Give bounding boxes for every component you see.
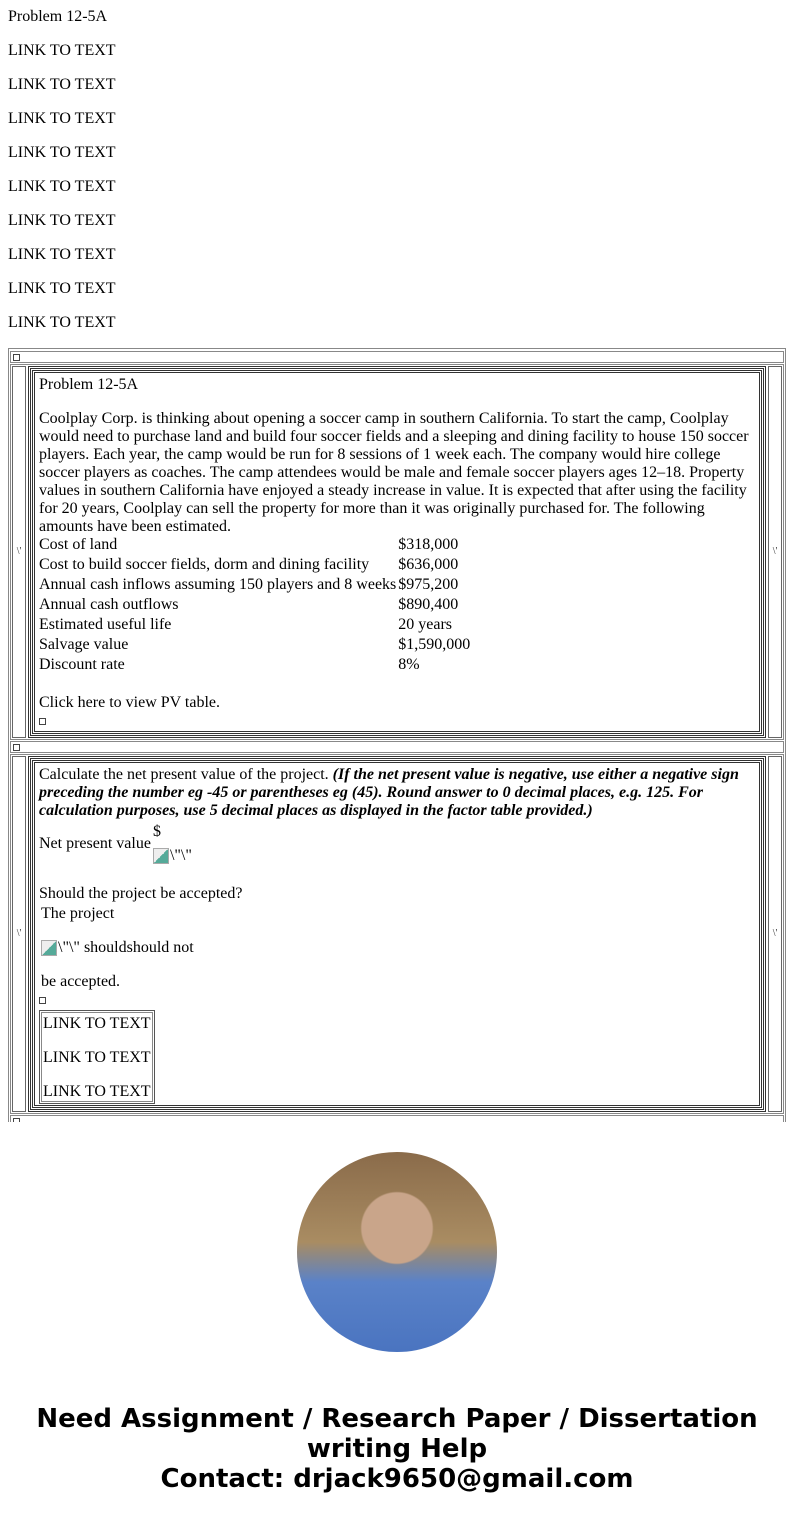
table-row [39, 596, 470, 614]
broken-image-text: \"\" [169, 847, 192, 864]
link-to-text[interactable]: LINK TO TEXT [8, 314, 116, 331]
problem-table [8, 348, 786, 1122]
item-value: $636,000 [398, 556, 459, 573]
item-value: $975,200 [398, 576, 459, 593]
item-label: Annual cash outflows [39, 596, 179, 613]
question-row [10, 754, 784, 1114]
table-row [39, 656, 470, 674]
npv-input[interactable] [153, 847, 192, 865]
collapse-icon[interactable] [39, 997, 46, 1004]
accept-question: Should the project be accepted? [39, 885, 243, 902]
table-row [39, 536, 470, 554]
item-label: Salvage value [39, 636, 129, 653]
question-instructions: (If the net present value is negative, use either a negative sign preceding the number eg -45 or parentheses eg (45). Round answer to 0 decimal places, e.g. 125. For calculation purposes, use 5 decimal places as displayed in the factor table provided.) [39, 766, 739, 819]
table-row [39, 556, 470, 574]
broken-image-icon [41, 940, 57, 956]
problem-heading: Problem 12-5A [39, 376, 139, 393]
item-label: Cost of land [39, 536, 118, 553]
npv-label: Net present value [39, 835, 151, 852]
amounts-table [37, 534, 472, 676]
broken-image-text: \"\" [58, 939, 80, 956]
table-row [39, 636, 470, 654]
problem-row [10, 364, 784, 740]
side-cell: \' [12, 366, 26, 738]
currency-symbol: $ [152, 823, 161, 840]
promo-footer [0, 1122, 794, 1494]
link-to-text[interactable]: LINK TO TEXT [8, 110, 116, 127]
avatar [297, 1152, 497, 1352]
promo-line-1: Need Assignment / Research Paper / Dissertation writing Help [36, 1404, 758, 1464]
collapse-icon[interactable] [39, 718, 46, 725]
broken-image-icon [153, 848, 169, 864]
link-to-text[interactable]: LINK TO TEXT [43, 1015, 151, 1032]
side-cell: \' [768, 756, 782, 1112]
item-value: $1,590,000 [398, 636, 471, 653]
item-label: Cost to build soccer fields, dorm and dining facility [39, 556, 370, 573]
table-row [39, 576, 470, 594]
link-to-text[interactable]: LINK TO TEXT [8, 246, 116, 263]
link-to-text[interactable]: LINK TO TEXT [8, 178, 116, 195]
link-to-text[interactable]: LINK TO TEXT [8, 42, 116, 59]
link-to-text[interactable]: LINK TO TEXT [8, 144, 116, 161]
link-to-text[interactable]: LINK TO TEXT [8, 280, 116, 297]
side-cell: \' [12, 756, 26, 1112]
links-box [39, 1010, 155, 1104]
side-cell: \' [768, 366, 782, 738]
npv-table [37, 821, 194, 867]
accept-dropdown[interactable] [41, 939, 755, 957]
the-project-label: The project [41, 905, 115, 922]
collapse-icon[interactable] [13, 354, 20, 361]
pv-table-link[interactable]: Click here to view PV table. [39, 694, 220, 711]
item-value: $318,000 [398, 536, 459, 553]
promo-contact: Contact: drjack9650@gmail.com [160, 1464, 634, 1494]
item-value: 20 years [398, 616, 453, 633]
item-value: $890,400 [398, 596, 459, 613]
accept-options[interactable]: shouldshould not [83, 939, 194, 956]
question-prompt: Calculate the net present value of the project. [39, 766, 329, 783]
item-label: Estimated useful life [39, 616, 172, 633]
link-to-text[interactable]: LINK TO TEXT [43, 1049, 151, 1066]
table-row [39, 616, 470, 634]
page-title: Problem 12-5A [8, 8, 108, 25]
collapse-icon[interactable] [13, 744, 20, 751]
item-value: 8% [398, 656, 420, 673]
item-label: Discount rate [39, 656, 125, 673]
problem-description: Coolplay Corp. is thinking about opening a soccer camp in southern California. To start the camp, Coolplay would need to purchase land and build four soccer fields and a sleeping and dining facility to house 150 soccer players. Each year, the camp would be run for 8 sessions of 1 week each. The company would hire college soccer players as coaches. The camp attendees would be male and female soccer players ages 12–18. Property values in southern California have enjoyed a steady increase in value. It is expected that after using the facility for 20 years, Coolplay can sell the property for more than it was originally purchased for. The following amounts have been estimated. [39, 410, 749, 535]
link-to-text[interactable]: LINK TO TEXT [8, 76, 116, 93]
item-label: Annual cash inflows assuming 150 players and 8 weeks [39, 576, 397, 593]
link-to-text[interactable]: LINK TO TEXT [8, 212, 116, 229]
collapse-icon[interactable] [13, 1118, 20, 1122]
be-accepted-label: be accepted. [41, 973, 121, 990]
link-to-text[interactable]: LINK TO TEXT [43, 1083, 151, 1100]
